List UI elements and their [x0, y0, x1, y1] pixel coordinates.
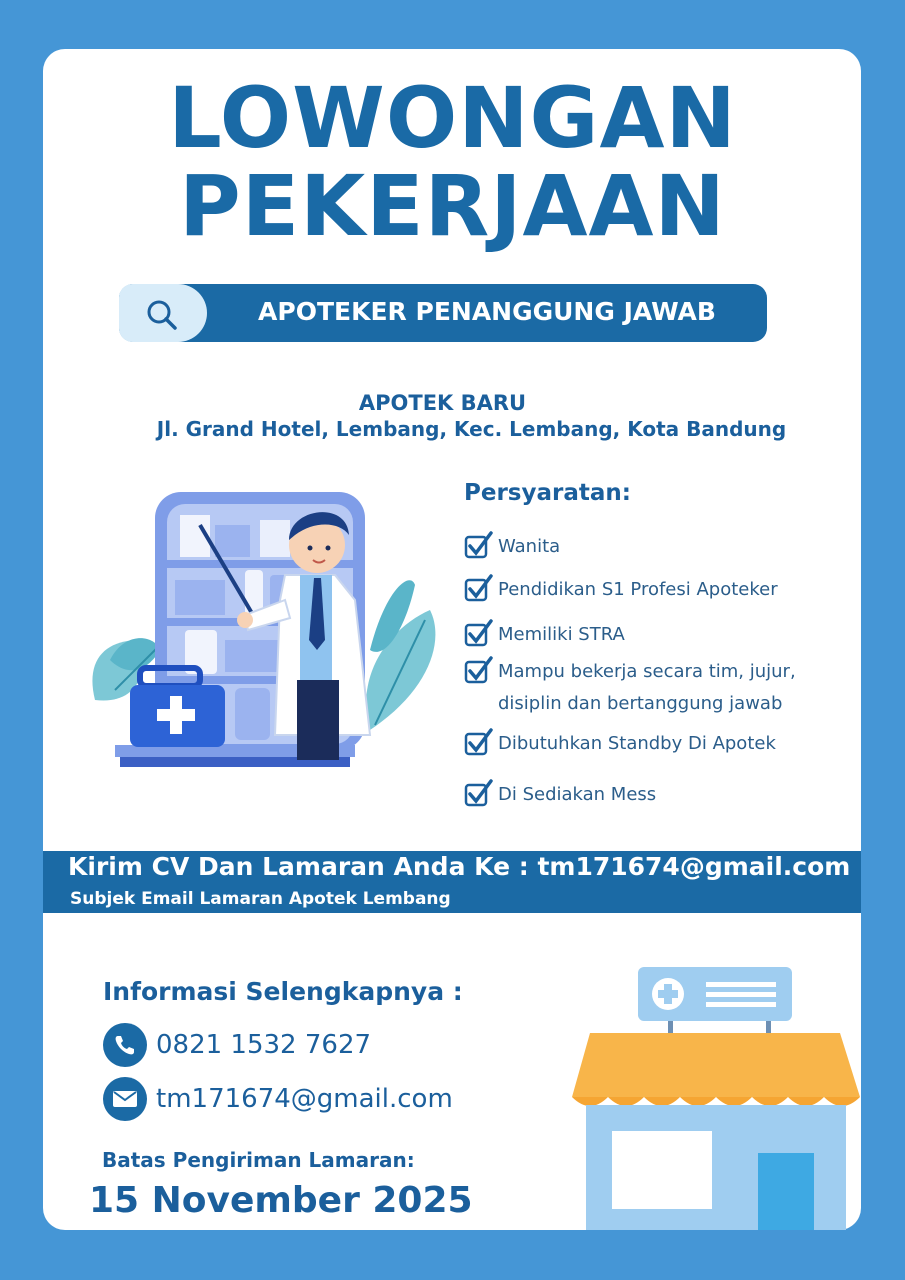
checkbox-check-icon [464, 619, 494, 649]
checkbox-check-icon [464, 728, 494, 758]
requirement-item [464, 619, 625, 651]
requirement-item [464, 656, 796, 720]
requirement-text: Dibutuhkan Standby Di Apotek [498, 733, 776, 754]
requirement-text: Wanita [498, 536, 561, 557]
store-name: APOTEK BARU [358, 391, 527, 415]
checkbox-check-icon [464, 531, 494, 561]
send-cv-text: Kirim CV Dan Lamaran Anda Ke : tm171674@gmail.com [68, 852, 851, 881]
checkbox-check-icon [464, 779, 494, 809]
deadline-date: 15 November 2025 [89, 1180, 473, 1221]
pharmacy-store-illustration [568, 965, 861, 1230]
requirements-heading: Persyaratan: [464, 480, 631, 506]
requirement-text: Memiliki STRA [498, 624, 625, 645]
requirement-text: Mampu bekerja secara tim, jujur, [498, 661, 796, 682]
phone-number: 0821 1532 7627 [156, 1030, 372, 1060]
requirement-text: Di Sediakan Mess [498, 784, 657, 805]
requirement-item [464, 779, 656, 811]
deadline-label: Batas Pengiriman Lamaran: [102, 1148, 415, 1172]
email-subject-text: Subjek Email Lamaran Apotek Lembang [70, 889, 451, 909]
mail-icon [103, 1077, 147, 1121]
requirement-item [464, 574, 778, 606]
pharmacist-illustration [85, 490, 445, 775]
poster-title-line1: LOWONGAN [168, 69, 737, 167]
requirement-text-line2: disiplin dan bertanggung jawab [498, 693, 783, 714]
phone-contact [103, 1023, 371, 1067]
search-icon-box [119, 284, 207, 342]
checkbox-check-icon [464, 656, 494, 686]
position-title: APOTEKER PENANGGUNG JAWAB [258, 297, 716, 326]
requirement-item [464, 531, 560, 563]
email-address: tm171674@gmail.com [156, 1084, 453, 1114]
search-icon [143, 297, 183, 331]
requirement-item [464, 728, 776, 760]
poster-title-line2: PEKERJAAN [179, 157, 726, 255]
phone-icon [103, 1023, 147, 1067]
store-address: Jl. Grand Hotel, Lembang, Kec. Lembang, Kota Bandung [156, 417, 787, 441]
position-search-bar [119, 284, 767, 342]
info-heading: Informasi Selengkapnya : [103, 977, 463, 1006]
email-contact [103, 1077, 453, 1121]
checkbox-check-icon [464, 574, 494, 604]
requirement-text: Pendidikan S1 Profesi Apoteker [498, 579, 778, 600]
